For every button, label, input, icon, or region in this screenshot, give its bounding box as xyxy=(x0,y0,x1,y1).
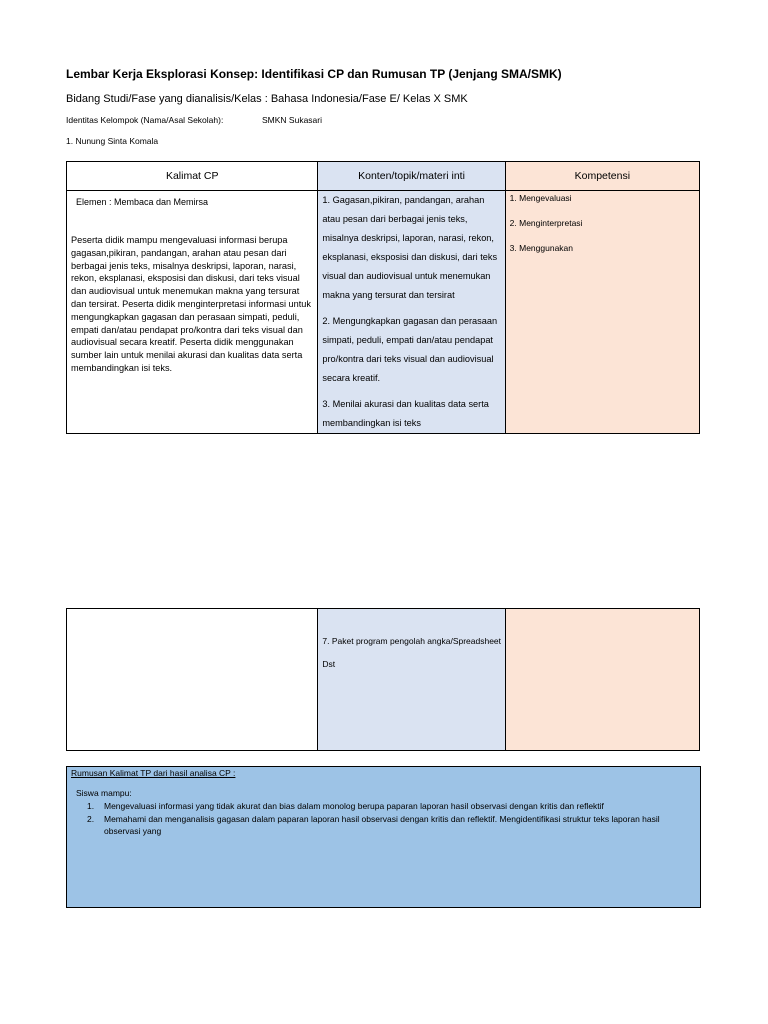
header-kalimat-cp: Kalimat CP xyxy=(67,162,318,191)
konten-cell xyxy=(318,191,505,434)
table-header-row xyxy=(67,162,700,191)
rumusan-tp-box xyxy=(66,766,701,908)
kompetensi-cell-empty xyxy=(505,609,699,751)
konten-item-3: 3. Menilai akurasi dan kualitas data serta membandingkan isi teks xyxy=(322,399,489,428)
rumusan-lead: Siswa mampu: xyxy=(76,788,132,798)
kompetensi-item-1: 1. Mengevaluasi xyxy=(509,193,572,203)
konten-cell xyxy=(318,609,505,751)
kompetensi-item-2: 2. Menginterpretasi xyxy=(509,218,583,228)
konten-item-2: 2. Mengungkapkan gagasan dan perasaan simpati, peduli, empati dan/atau pendapat pro/kontra dari teks visual dan audiovisual secara kreatif. xyxy=(322,316,498,383)
list-item xyxy=(87,800,686,813)
konten-item-7: 7. Paket program pengolah angka/Spreadsheet xyxy=(322,636,502,646)
list-item-text: Memahami dan menganalisis gagasan dalam paparan laporan hasil observasi dengan kritis dan reflektif. Mengidentifikasi struktur teks laporan hasil observasi yang xyxy=(104,813,660,836)
kalimat-cp-cell-empty xyxy=(67,609,318,751)
group-identity-label: Identitas Kelompok (Nama/Asal Sekolah): xyxy=(66,115,224,125)
header-konten: Konten/topik/materi inti xyxy=(318,162,505,191)
cp-analysis-table xyxy=(66,161,700,434)
kompetensi-item-3: 3. Menggunakan xyxy=(509,243,573,253)
table-row xyxy=(67,191,700,434)
page-title: Lembar Kerja Eksplorasi Konsep: Identifikasi CP dan Rumusan TP (Jenjang SMA/SMK) xyxy=(66,67,562,81)
konten-dst: Dst xyxy=(322,659,336,669)
group-identity-value: SMKN Sukasari xyxy=(262,115,322,125)
subject-line: Bidang Studi/Fase yang dianalisis/Kelas : Bahasa Indonesia/Fase E/ Kelas X SMK xyxy=(66,93,468,105)
cp-paragraph: Peserta didik mampu mengevaluasi informasi berupa gagasan,pikiran, pandangan, arahan atau pesan dari berbagai jenis teks, misalnya deskripsi, laporan, narasi, rekon, eksplanasi, eksposisi dan diskusi, dari teks visual dan audiovisual untuk menemukan makna yang tersurat dan tersirat. Peserta didik menginterpretasi informasi untuk mengungkapkan gagasan dan perasaan simpati, peduli, empati dan/atau pendapat pro/kontra dari teks visual dan audiovisual secara kreatif. Peserta didik menggunakan sumber lain untuk menilai akurasi dan kualitas data serta membandingkan isi teks. xyxy=(71,235,312,373)
konten-item-1: 1. Gagasan,pikiran, pandangan, arahan atau pesan dari berbagai jenis teks, misalnya deskripsi, laporan, narasi, rekon, eksplanasi, eksposisi dan diskusi, dari teks visual dan audiovisual untuk menemukan makna yang tersurat dan tersirat xyxy=(322,195,498,300)
cp-element-label: Elemen : Membaca dan Memirsa xyxy=(76,197,209,207)
rumusan-title: Rumusan Kalimat TP dari hasil analisa CP : xyxy=(71,768,236,778)
list-item-text: Mengevaluasi informasi yang tidak akurat dan bias dalam monolog berupa paparan laporan hasil observasi dengan kritis dan reflektif xyxy=(104,801,604,811)
header-kompetensi: Kompetensi xyxy=(505,162,699,191)
cp-analysis-table-continued xyxy=(66,608,700,751)
kompetensi-cell xyxy=(505,191,699,434)
list-item-number: 1. xyxy=(87,801,95,811)
kalimat-cp-cell xyxy=(67,191,318,434)
group-member: 1. Nunung Sinta Komala xyxy=(66,136,159,146)
list-item-number: 2. xyxy=(87,813,95,824)
list-item xyxy=(87,813,686,838)
rumusan-list xyxy=(87,800,686,838)
table-row xyxy=(67,609,700,751)
